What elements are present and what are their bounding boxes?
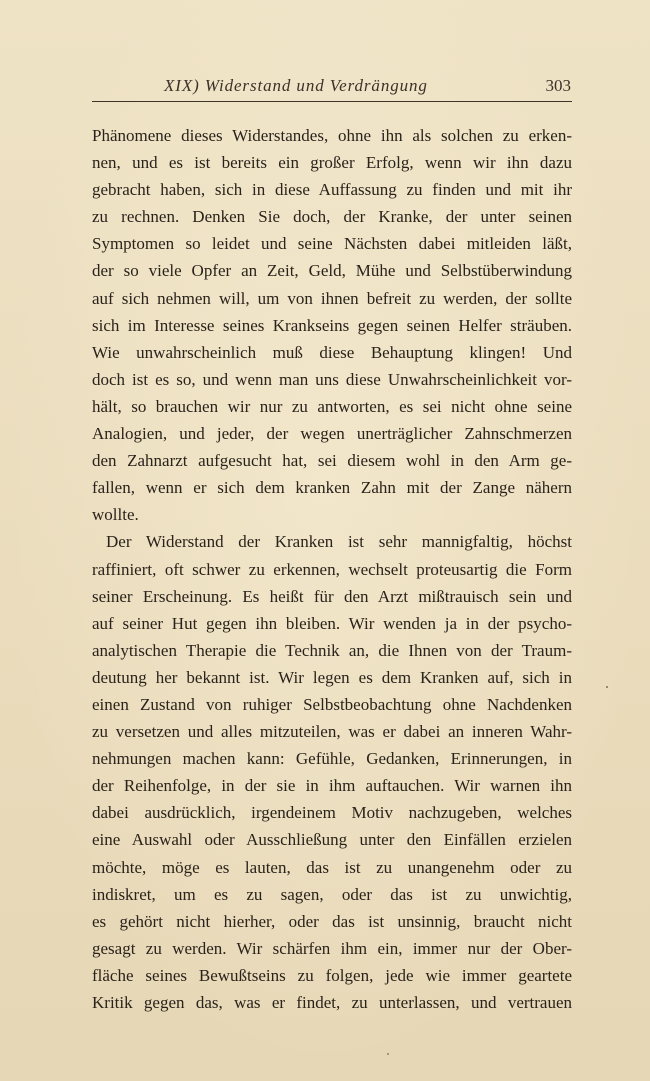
text-line: deutung her bekannt ist. Wir legen es dem Kranken auf, sich in bbox=[92, 667, 572, 687]
bottom-speck bbox=[387, 1053, 389, 1055]
text-line: auf sich nehmen will, um von ihnen befreit zu werden, der sollte bbox=[92, 288, 572, 308]
text-line: sich im Interesse seines Krankseins gegen seinen Helfer sträuben. bbox=[92, 315, 572, 335]
text-line: Wie unwahrscheinlich muß diese Behauptung klingen! Und bbox=[92, 342, 572, 362]
text-line: fallen, wenn er sich dem kranken Zahn mit der Zange nähern bbox=[92, 478, 572, 498]
text-line: hält, so brauchen wir nur zu antworten, es sei nicht ohne seine bbox=[92, 396, 572, 416]
text-line: Der Widerstand der Kranken ist sehr mannigfaltig, höchst bbox=[106, 532, 572, 552]
text-line: analytischen Therapie die Technik an, die Ihnen von der Traum- bbox=[92, 640, 572, 660]
text-line: wollte. bbox=[92, 505, 139, 525]
text-line: Kritik gegen das, was er findet, zu unterlassen, und vertrauen bbox=[92, 993, 572, 1012]
text-line: zu rechnen. Denken Sie doch, der Kranke, der unter seinen bbox=[92, 207, 572, 227]
text-line: der so viele Opfer an Zeit, Geld, Mühe und Selbstüberwindung bbox=[92, 261, 572, 281]
text-line: Phänomene dieses Widerstandes, ohne ihn als solchen zu erken- bbox=[92, 126, 572, 145]
text-line: dabei ausdrücklich, irgendeinem Motiv nachzugeben, welches bbox=[92, 803, 572, 823]
text-line: der Reihenfolge, in der sie in ihm auftauchen. Wir warnen ihn bbox=[92, 776, 572, 796]
header-rule bbox=[92, 101, 572, 102]
text-line: den Zahnarzt aufgesucht hat, sei diesem wohl in den Arm ge- bbox=[92, 451, 572, 471]
page-number: 303 bbox=[545, 76, 571, 95]
text-line: raffiniert, oft schwer zu erkennen, wechselt proteusartig die Form bbox=[92, 559, 572, 579]
text-line: gesagt zu werden. Wir schärfen ihm ein, immer nur der Ober- bbox=[92, 938, 572, 958]
text-line: Analogien, und jeder, der wegen unerträglicher Zahnschmerzen bbox=[92, 424, 572, 444]
text-line: einen Zustand von ruhiger Selbstbeobachtung ohne Nachdenken bbox=[92, 694, 572, 714]
running-head: XIX) Widerstand und Verdrängung bbox=[164, 76, 428, 95]
text-line: eine Auswahl oder Ausschließung unter den Einfällen erzielen bbox=[92, 830, 572, 850]
text-line: es gehört nicht hierher, oder das ist unsinnig, braucht nicht bbox=[92, 911, 572, 931]
text-line: möchte, möge es lauten, das ist zu unangenehm oder zu bbox=[92, 857, 572, 877]
text-line: nen, und es ist bereits ein großer Erfolg, wenn wir ihn dazu bbox=[92, 153, 572, 173]
text-line: nehmungen machen kann: Gefühle, Gedanken, Erinnerungen, in bbox=[92, 749, 572, 769]
text-line: gebracht haben, sich in diese Auffassung zu finden und mit ihr bbox=[92, 180, 572, 200]
text-line: indiskret, um es zu sagen, oder das ist zu unwichtig, bbox=[92, 884, 572, 904]
text-line: zu versetzen und alles mitzuteilen, was er dabei an inneren Wahr- bbox=[92, 722, 572, 742]
text-line: fläche seines Bewußtseins zu folgen, jede wie immer geartete bbox=[92, 965, 572, 985]
text-line: seiner Erscheinung. Es heißt für den Arzt mißtrauisch sein und bbox=[92, 586, 572, 606]
page-header bbox=[164, 76, 571, 98]
body-text bbox=[92, 122, 572, 1016]
margin-speck bbox=[606, 686, 608, 688]
text-line: Symptomen so leidet und seine Nächsten dabei mitleiden läßt, bbox=[92, 234, 572, 254]
text-line: auf seiner Hut gegen ihn bleiben. Wir wenden ja in der psycho- bbox=[92, 613, 572, 633]
text-line: doch ist es so, und wenn man uns diese Unwahrscheinlichkeit vor- bbox=[92, 369, 572, 389]
